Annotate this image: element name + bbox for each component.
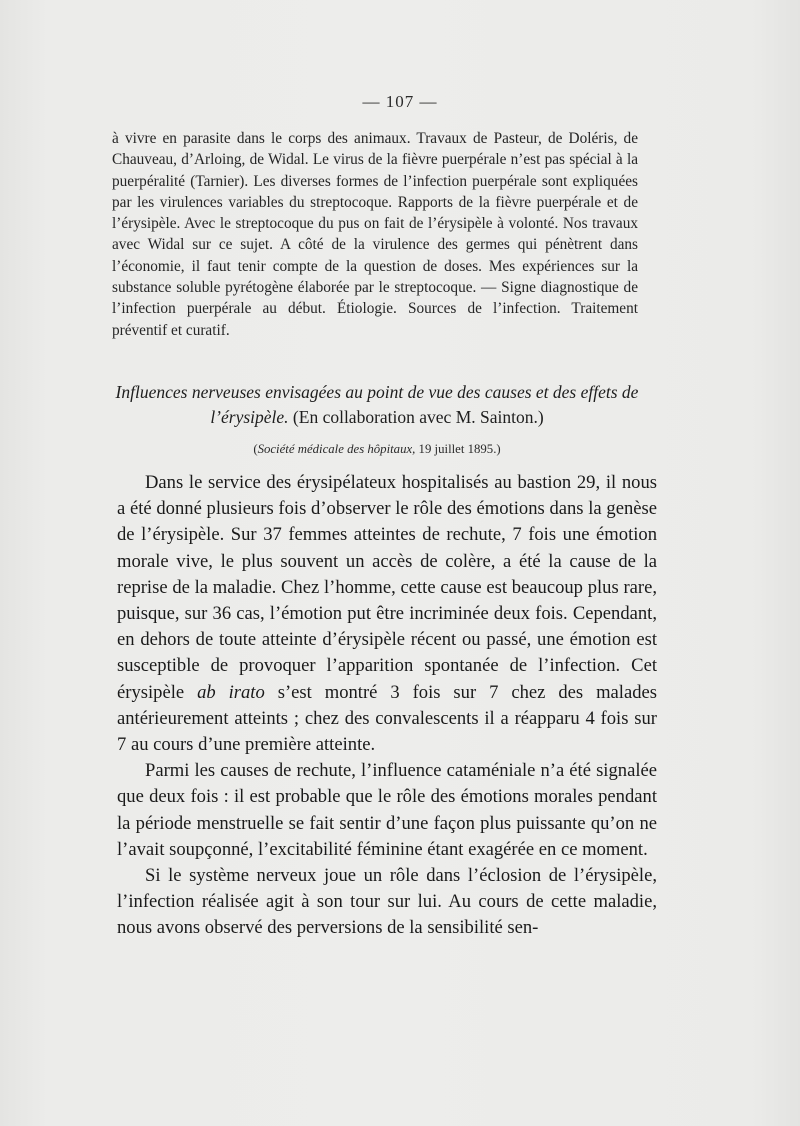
body-paragraph-1 [117,470,657,758]
body-paragraph-2: Parmi les causes de rechute, l’influence cataméniale n’a été signalée que deux fois : il est probable que le rôle des émotions morales pendant la période menstruelle se fait sentir d’une façon plus puissante qu’on ne l’avait soupçonné, l’excitabilité féminine étant exagérée en ce moment. [117,760,657,860]
citation-journal: Société médicale des hôpitaux, [257,442,416,456]
citation-open: ( [253,442,258,456]
body-paragraph-1-part-b: s’est montré 3 fois sur 7 chez des malades antérieurement atteints ; chez des convalescents il a réapparu 4 fois sur 7 au cours d’une première atteinte. [117,681,657,756]
abstract-text: à vivre en parasite dans le corps des animaux. Travaux de Pasteur, de Doléris, de Chauveau, d’Arloing, de Widal. Le virus de la fièvre puerpérale n’est pas spécial à la puerpéralité (Tarnier). Les diverses formes de l’infection puerpérale sont expliquées par les virulences variables du streptocoque. Rapports de la fièvre puerpérale et de l’érysipèle. Avec le streptocoque du pus on fait de l’érysipèle à volonté. Nos travaux avec Widal sur ce sujet. A côté de la virulence des germes qui pénètrent dans l’économie, il faut tenir compte de la question de doses. Mes expériences sur la substance soluble pyrétogène élaborée par le streptocoque. — Signe diagnostique de l’infection puerpérale au début. Étiologie. Sources de l’infection. Traitement préventif et curatif. [112,130,638,339]
abstract-block [112,128,638,341]
article-title-collaboration: (En collaboration avec M. Sainton.) [288,407,544,427]
article-body [117,470,657,942]
body-paragraph-3: Si le système nerveux joue un rôle dans l’éclosion de l’érysipèle, l’infection réalisée agit à son tour sur lui. Au cours de cette maladie, nous avons observé des perversions de la sensibilité sen- [117,865,657,939]
body-paragraph-1-part-a: Dans le service des érysipélateux hospitalisés au bastion 29, il nous a été donné plusieurs fois d’observer le rôle des émotions dans la genèse de l’érysipèle. Sur 37 femmes atteintes de rechute, 7 fois une émotion morale vive, le plus souvent un accès de colère, a été la cause de la reprise de la maladie. Chez l’homme, cette cause est beaucoup plus rare, puisque, sur 36 cas, l’émotion put être incriminée deux fois. Cependant, en dehors de toute atteinte d’érysipèle récent ou passé, une émotion est susceptible de provoquer l’apparition spontanée de l’infection. Cet érysipèle [117,472,657,703]
article-title-italic: Influences nerveuses envisagées au point de vue des causes et des effets de l’érysipèle. [115,382,639,427]
article-citation [112,442,642,457]
body-paragraph-1-italic: ab irato [197,681,265,703]
article-title [112,380,642,430]
citation-date: 19 juillet 1895.) [415,442,501,456]
page-number: — 107 — [362,92,438,111]
